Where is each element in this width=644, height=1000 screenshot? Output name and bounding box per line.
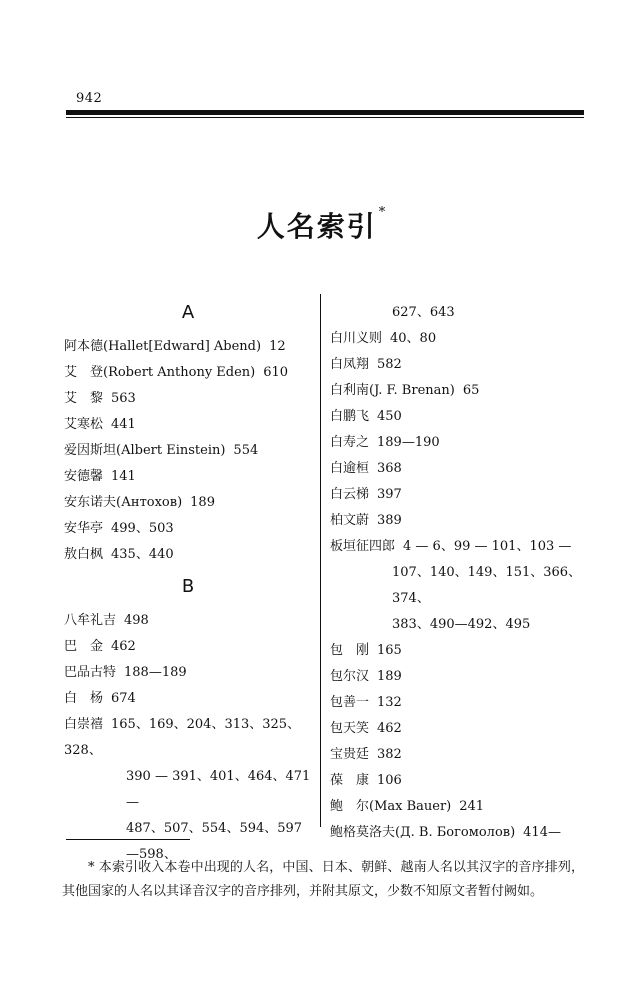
- index-entry: 白凤翔 582: [330, 357, 402, 372]
- header-rule-thick: [66, 110, 584, 115]
- index-entry: 鲍格莫洛夫(Д. В. Богомолов) 414—: [330, 825, 561, 840]
- page-title: [0, 205, 644, 245]
- title-text: 人名索引: [256, 210, 377, 243]
- index-entry: 柏文蔚 389: [330, 513, 402, 528]
- index-entry-continuation: 487、507、554、594、597—598、: [126, 821, 303, 862]
- index-entry: 包 刚 165: [330, 643, 402, 658]
- index-entry: 阿本德(Hallet[Edward] Abend) 12: [64, 339, 286, 354]
- index-entry: 安华亭 499、503: [64, 521, 174, 536]
- index-entry-continuation: 383、490—492、495: [392, 617, 531, 632]
- section-letter-a: A: [181, 302, 195, 323]
- index-entry: 包善一 132: [330, 695, 402, 710]
- index-entry: 白 杨 674: [64, 691, 136, 706]
- index-entry: 巴 金 462: [64, 639, 136, 654]
- title-footnote-marker: *: [378, 205, 388, 220]
- index-entry-continuation: 390 — 391、401、464、471 —: [126, 769, 311, 810]
- index-entry: 白逾桓 368: [330, 461, 402, 476]
- column-divider: [320, 294, 321, 827]
- footnote: * 本索引收入本卷中出现的人名，中国、日本、朝鲜、越南人名以其汉字的音序排列，其他国家的人名以其译音汉字的音序排列，并附其原文，少数不知原文者暂付阙如。: [62, 860, 584, 899]
- section-letter-b: B: [181, 576, 195, 597]
- index-entry: 白川义则 40、80: [330, 331, 437, 346]
- index-entry-continuation: 627、643: [392, 305, 455, 320]
- index-entry: 敖白枫 435、440: [64, 547, 174, 562]
- index-entry-continuation: 107、140、149、151、366、374、: [392, 565, 582, 606]
- index-entry: 艾 登(Robert Anthony Eden) 610: [64, 365, 289, 380]
- index-entry: 白鹏飞 450: [330, 409, 402, 424]
- index-entry: 鲍 尔(Max Bauer) 241: [330, 799, 485, 814]
- index-entry: 葆 康 106: [330, 773, 402, 788]
- footnote-rule: [66, 839, 190, 840]
- index-entry: 白云梯 397: [330, 487, 402, 502]
- index-entry: 白崇禧 165、169、204、313、325、328、: [64, 717, 301, 758]
- index-entry: 板垣征四郎 4 — 6、99 — 101、103 —: [330, 539, 572, 554]
- index-entry: 白寿之 189—190: [330, 435, 440, 450]
- index-column-right: [330, 300, 584, 846]
- index-entry: 艾寒松 441: [64, 417, 136, 432]
- index-column-left: [64, 300, 312, 868]
- page-number: 942: [76, 91, 103, 106]
- index-entry: 包天笑 462: [330, 721, 402, 736]
- index-entry: 包尔汉 189: [330, 669, 402, 684]
- index-entry: 白利南(J. F. Brenan) 65: [330, 383, 480, 398]
- header-rule-thin: [66, 117, 584, 118]
- index-entry: 宝贵廷 382: [330, 747, 402, 762]
- index-entry: 安德馨 141: [64, 469, 136, 484]
- index-entry: 爱因斯坦(Albert Einstein) 554: [64, 443, 259, 458]
- index-entry: 八牟礼吉 498: [64, 613, 149, 628]
- index-entry: 艾 黎 563: [64, 391, 136, 406]
- index-entry: 安东诺夫(Антохов) 189: [64, 495, 215, 510]
- index-entry: 巴品古特 188—189: [64, 665, 187, 680]
